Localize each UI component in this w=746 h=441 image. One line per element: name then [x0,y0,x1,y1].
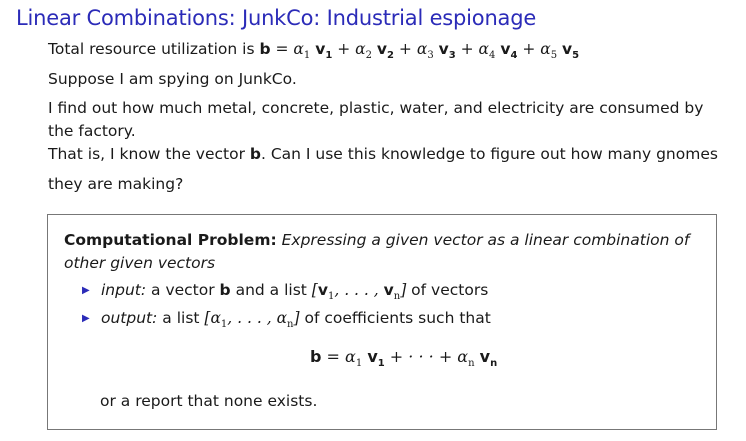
resource-utilization-text: Total resource utilization is [48,40,260,58]
output-text-1: a list [157,309,205,327]
problem-heading-line [64,231,689,249]
problem-heading: Computational Problem: [64,231,277,249]
input-label: input: [101,281,147,299]
slide-title: Linear Combinations: JunkCo: Industrial espionage [16,6,537,30]
vector-b: b [249,145,261,163]
know-vector-prefix: That is, I know the vector [48,145,250,163]
problem-description: Expressing a given vector as a linear combination of [281,231,690,249]
computational-problem-box [47,214,717,430]
linear-combination-equation: $b = \alpha_1$ $v_1$ + · · · + $\alpha_n$ $v_n$ [310,347,498,370]
find-out-line-1: I find out how much metal, concrete, plastic, water, and electricity are consumed by [48,99,704,117]
input-text-2: and a list [230,281,312,299]
input-vector-b: b [219,281,231,299]
none-exists-line: or a report that none exists. [100,392,318,410]
triangle-right-icon: ▶ [82,285,90,296]
input-text-3: of vectors [406,281,489,299]
know-vector-line-1 [48,145,718,163]
resource-equation: $b = \alpha_1$ $v_1 + \alpha_2$ $v_2 + \alpha_3$ $v_3 + \alpha_4$ $v_4 + \alpha_5$ $v_5$ [259,40,580,62]
input-text-1: a vector [146,281,220,299]
problem-description-line-2: other given vectors [64,254,216,272]
coefficient-list: [$\alpha_1$, . . . , $\alpha_n$] [204,309,300,331]
know-vector-suffix: . Can I use this knowledge to figure out how many gnomes [260,145,718,163]
output-label: output: [101,309,158,327]
spying-line: Suppose I am spying on JunkCo. [48,70,297,88]
resource-utilization-line [48,40,579,61]
output-line [101,309,491,330]
know-vector-line-2: they are making? [48,175,184,193]
input-vector-list: [$v_1$, . . . , $v_n$] [311,281,407,303]
input-line [101,281,488,302]
triangle-right-icon: ▶ [82,313,90,324]
output-text-2: of coefficients such that [299,309,491,327]
find-out-line-2: the factory. [48,122,136,140]
